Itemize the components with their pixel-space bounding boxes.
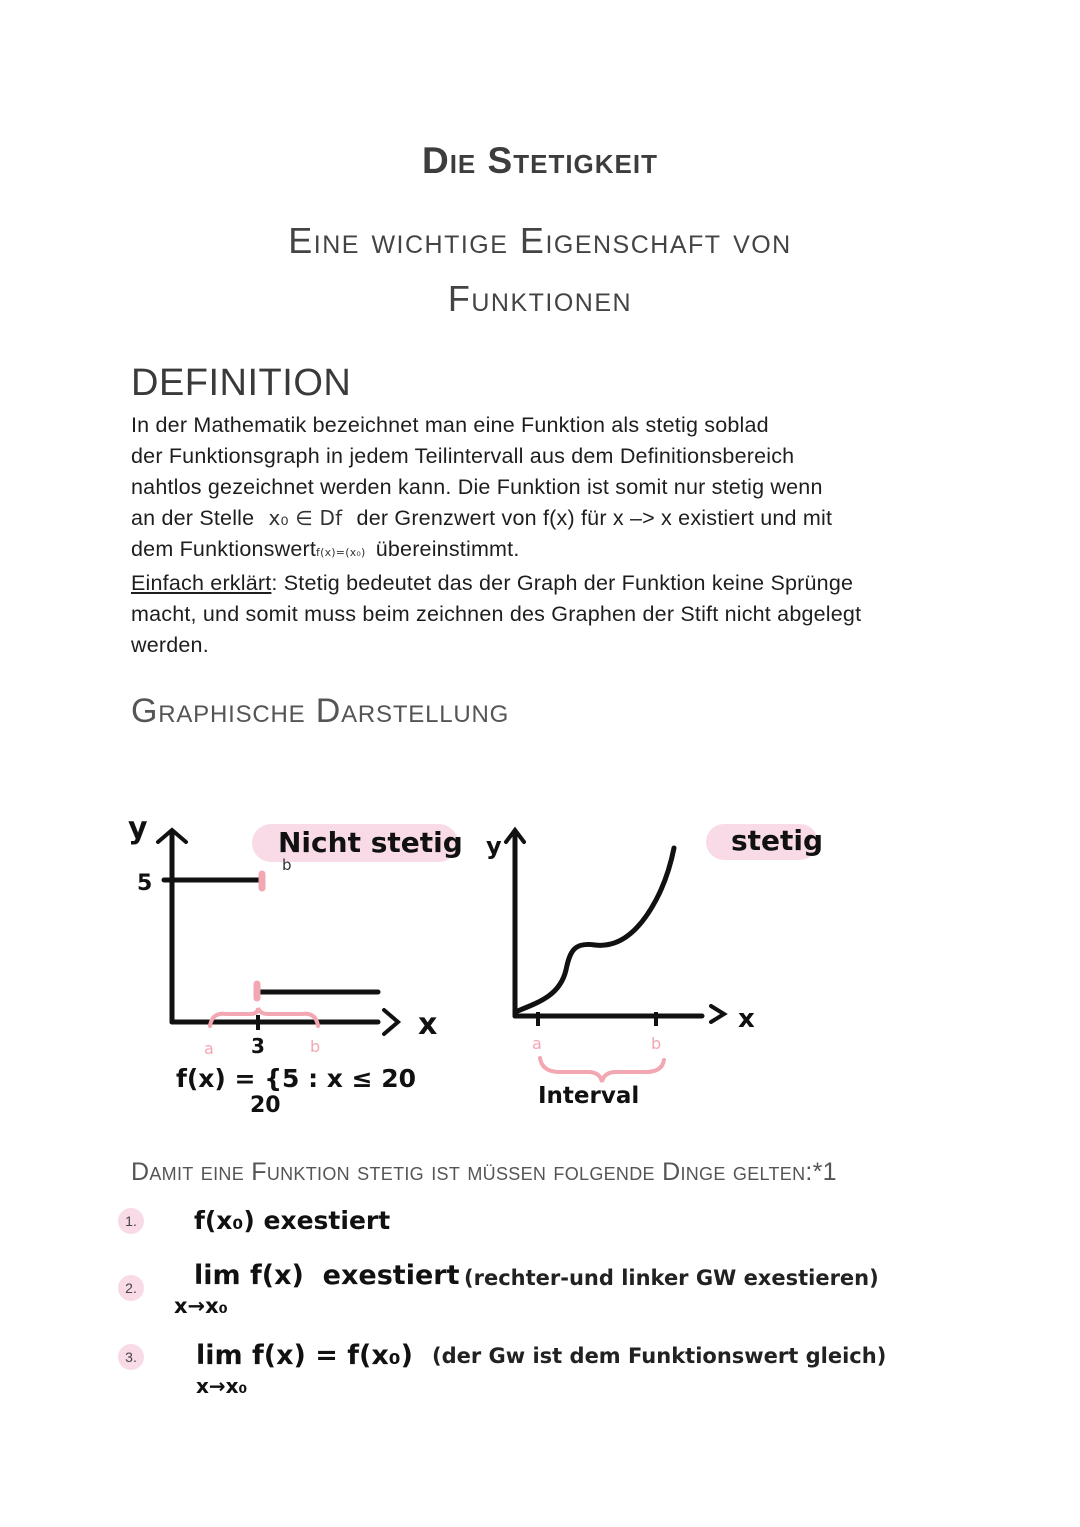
handwritten-fx-equals: f(x)=(x₀) — [316, 546, 366, 559]
page-subtitle — [0, 212, 1080, 328]
condition-number: 3. — [118, 1344, 144, 1370]
definition-line: Einfach erklärt: Stetig bedeutet das der Graph der Funktion keine Sprünge — [131, 571, 854, 595]
definition-line: der Funktionsgraph in jedem Teilintervall aus dem Definitionsbereich — [131, 444, 795, 468]
definition-heading: DEFINITION — [131, 362, 352, 404]
definition-line: macht, und somit muss beim zeichnen des Graphen der Stift nicht abgelegt — [131, 602, 862, 626]
continuity-graphs — [0, 790, 1080, 1130]
label-stetig: stetig — [731, 824, 824, 857]
condition-2-sub: x→x₀ — [174, 1294, 228, 1318]
subtitle-line-2: Funktionen — [447, 278, 633, 319]
definition-line: werden. — [131, 633, 209, 657]
continuous-curve — [515, 848, 674, 1012]
x-axis-arrow — [384, 1010, 398, 1034]
b-label: b — [310, 1037, 321, 1056]
x-axis-label: x — [738, 1004, 755, 1034]
interval-brace — [540, 1058, 664, 1082]
right-graph — [486, 824, 823, 1109]
definition-line: an der Stelle x₀ ∈ Df der Grenzwert von f(x) für x –> x existiert und mit — [131, 506, 833, 530]
condition-3-note: (der Gw ist dem Funktionswert gleich) — [432, 1344, 887, 1368]
x-axis-arrow — [711, 1006, 724, 1022]
graphic-heading: Graphische Darstellung — [131, 692, 510, 730]
subtitle-line-1: Eine wichtige Eigenschaft von — [288, 220, 792, 261]
y-axis-label: y — [128, 811, 148, 846]
definition-text — [131, 410, 951, 661]
a-label: a — [204, 1039, 214, 1058]
left-graph — [128, 811, 463, 1118]
x-tick-label: 3 — [251, 1034, 265, 1058]
definition-line: dem Funktionswertf(x)=(x₀) übereinstimmt. — [131, 537, 520, 561]
condition-2-main: lim f(x) exestiert — [194, 1260, 460, 1291]
page-title: Die Stetigkeit — [421, 140, 659, 181]
condition-number: 2. — [118, 1275, 144, 1301]
condition-2-note: (rechter-und linker GW exestieren) — [464, 1266, 879, 1290]
y-axis-label: y — [486, 832, 502, 860]
conditions-heading: Damit eine Funktion stetig ist müssen folgende Dinge gelten:*1 — [131, 1158, 837, 1186]
interval-label: Interval — [538, 1083, 640, 1109]
label-nicht-stetig: Nicht stetig — [278, 826, 463, 859]
condition-number: 1. — [118, 1208, 144, 1234]
x-axis-label: x — [418, 1007, 438, 1042]
definition-line: nahtlos gezeichnet werden kann. Die Funktion ist somit nur stetig wenn — [131, 475, 823, 499]
condition-3-sub: x→x₀ — [196, 1374, 248, 1398]
b-label: b — [651, 1034, 662, 1053]
formula-line-1: f(x) = {5 : x ≤ 20 — [176, 1064, 417, 1093]
y-tick-label: 5 — [137, 871, 153, 896]
simple-explained-label: Einfach erklärt — [131, 571, 272, 595]
definition-line: In der Mathematik bezeichnet man eine Funktion als stetig soblad — [131, 413, 769, 437]
a-label: a — [532, 1034, 542, 1053]
condition-3-main: lim f(x) = f(x₀) — [196, 1340, 413, 1371]
formula-line-2: 20 — [250, 1093, 281, 1118]
condition-1-main: f(x₀) exestiert — [194, 1206, 391, 1235]
handwritten-x0-in-df: x₀ ∈ Df — [268, 506, 343, 530]
b-top-label: b — [282, 856, 292, 874]
